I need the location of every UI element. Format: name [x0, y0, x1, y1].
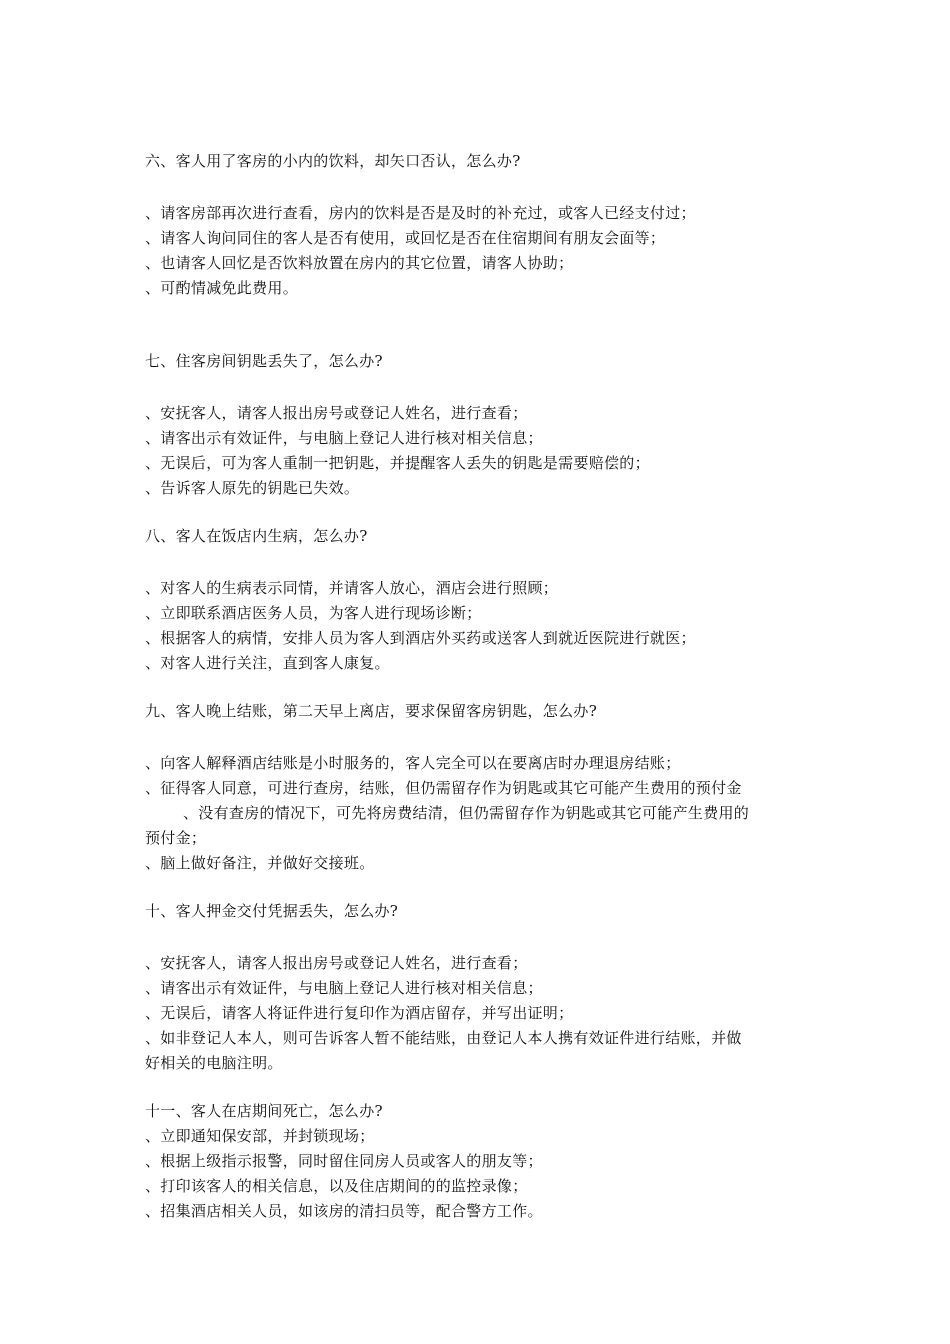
section-10-item-4: 、如非登记人本人，则可告诉客人暂不能结账，由登记人本人携有效证件进行结账，并做 [145, 1029, 742, 1047]
section-9-item-3: 、没有查房的情况下，可先将房费结清，但仍需留存作为钥匙或其它可能产生费用的 [183, 804, 750, 822]
section-11-item-4: 、招集酒店相关人员，如该房的清扫员等，配合警方工作。 [145, 1202, 543, 1220]
section-7-item-2: 、请客出示有效证件，与电脑上登记人进行核对相关信息； [145, 429, 543, 447]
section-8-item-1: 、对客人的生病表示同情，并请客人放心，酒店会进行照顾； [145, 579, 559, 597]
section-6-item-1: 、请客房部再次进行查看，房内的饮料是否是及时的补充过，或客人已经支付过； [145, 204, 696, 222]
section-9-item-3-cont: 预付金； [145, 829, 207, 847]
section-7-item-1: 、安抚客人，请客人报出房号或登记人姓名，进行查看； [145, 404, 528, 422]
section-11-item-2: 、根据上级指示报警，同时留住同房人员或客人的朋友等； [145, 1152, 543, 1170]
section-9-item-2: 、征得客人同意，可进行查房，结账，但仍需留存作为钥匙或其它可能产生费用的预付金 [145, 779, 742, 797]
section-10-item-4-cont: 好相关的电脑注明。 [145, 1054, 283, 1072]
section-10-item-2: 、请客出示有效证件，与电脑上登记人进行核对相关信息； [145, 979, 543, 997]
section-8-item-4: 、对客人进行关注，直到客人康复。 [145, 654, 390, 672]
section-8-item-2: 、立即联系酒店医务人员，为客人进行现场诊断； [145, 604, 482, 622]
section-11-item-3: 、打印该客人的相关信息，以及住店期间的的监控录像； [145, 1177, 528, 1195]
section-11-item-1: 、立即通知保安部，并封锁现场； [145, 1127, 375, 1145]
section-10-item-3: 、无误后，请客人将证件进行复印作为酒店留存，并写出证明； [145, 1004, 574, 1022]
section-7-item-4: 、告诉客人原先的钥匙已失效。 [145, 479, 360, 497]
section-10-heading: 十、客人押金交付凭据丢失，怎么办? [145, 902, 399, 920]
section-8-item-3: 、根据客人的病情，安排人员为客人到酒店外买药或送客人到就近医院进行就医； [145, 629, 696, 647]
section-11-heading: 十一、客人在店期间死亡，怎么办? [145, 1102, 383, 1120]
section-9-item-4: 、脑上做好备注，并做好交接班。 [145, 854, 375, 872]
section-6-heading: 六、客人用了客房的小内的饮料，却矢口否认，怎么办? [145, 152, 521, 170]
section-10-item-1: 、安抚客人，请客人报出房号或登记人姓名，进行查看； [145, 954, 528, 972]
section-7-item-3: 、无误后，可为客人重制一把钥匙，并提醒客人丢失的钥匙是需要赔偿的； [145, 454, 650, 472]
section-8-heading: 八、客人在饭店内生病，怎么办? [145, 527, 368, 545]
section-6-item-2: 、请客人询问同住的客人是否有使用，或回忆是否在住宿期间有朋友会面等； [145, 229, 666, 247]
section-6-item-3: 、也请客人回忆是否饮料放置在房内的其它位置，请客人协助； [145, 254, 574, 272]
section-7-heading: 七、住客房间钥匙丢失了，怎么办? [145, 352, 383, 370]
section-6-item-4: 、可酌情减免此费用。 [145, 279, 299, 297]
section-9-item-1: 、向客人解释酒店结账是小时服务的，客人完全可以在要离店时办理退房结账； [145, 754, 681, 772]
section-9-heading: 九、客人晚上结账，第二天早上离店，要求保留客房钥匙，怎么办? [145, 702, 598, 720]
